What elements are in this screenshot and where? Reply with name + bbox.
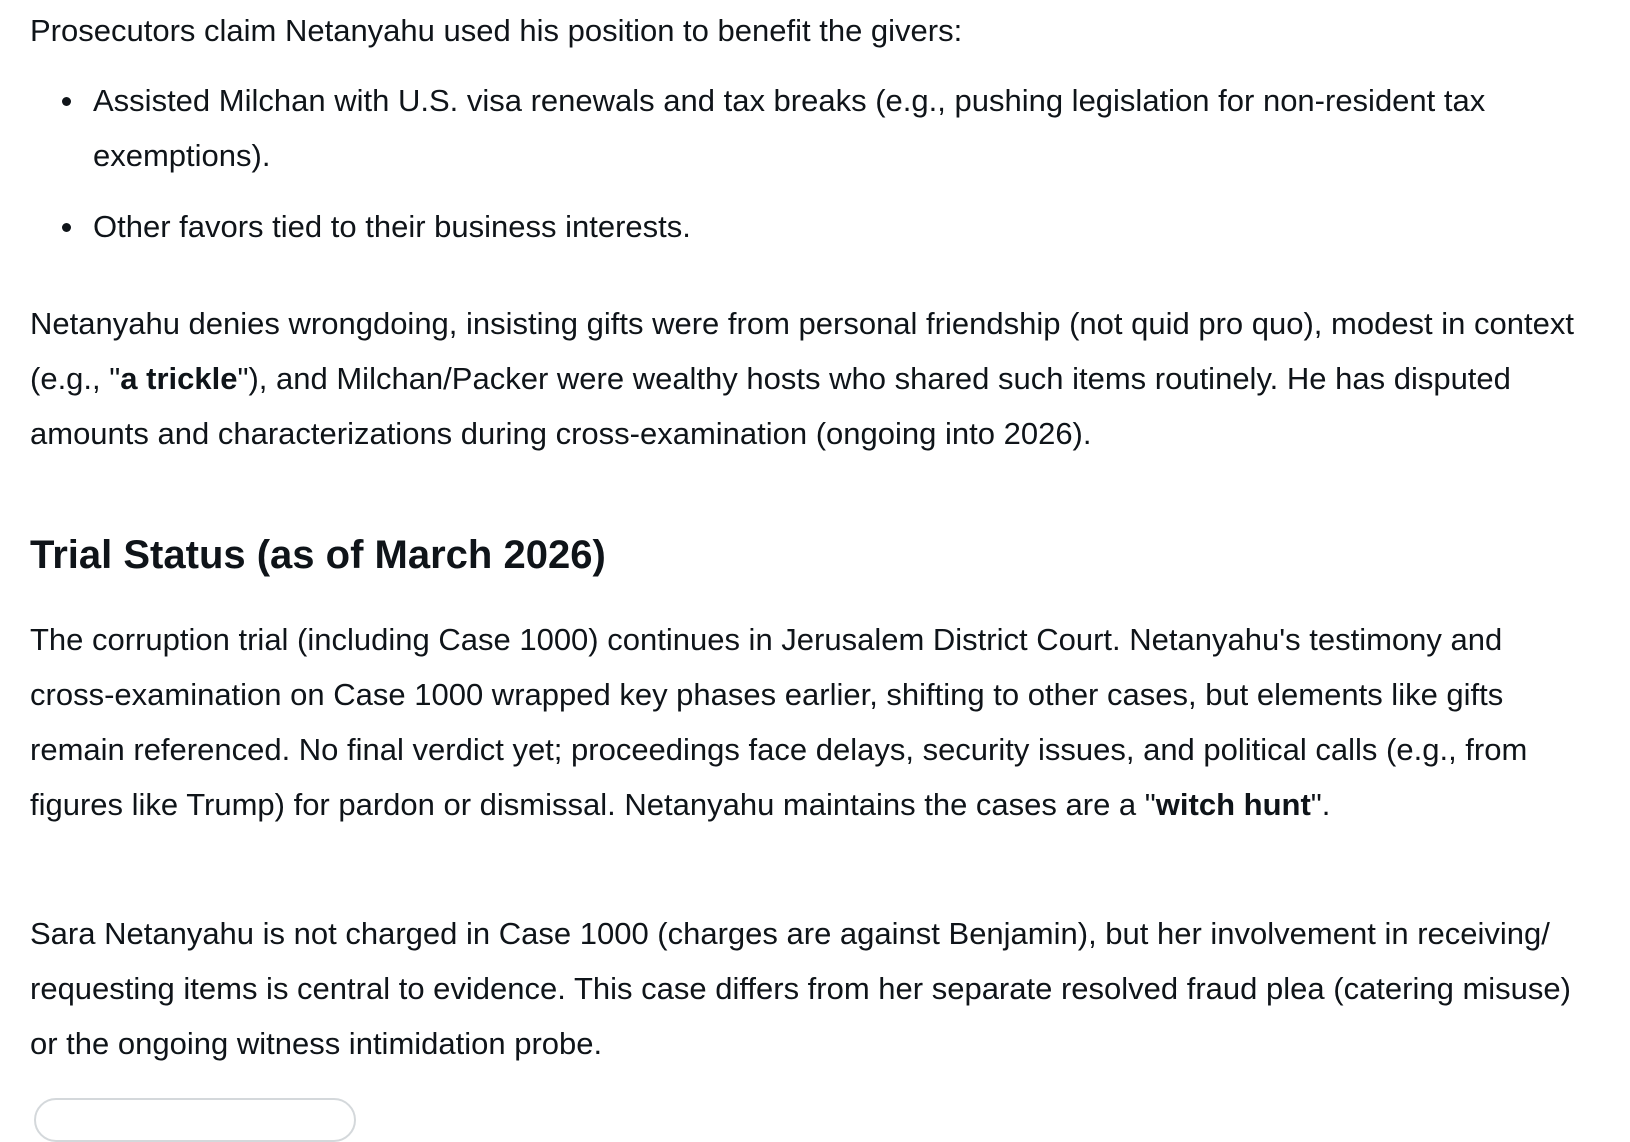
trial-status-paragraph xyxy=(30,612,1560,832)
list-item-text: Assisted Milchan with U.S. visa renewals and tax breaks (e.g., pushing legislation for non-resident tax exemptions). xyxy=(93,83,1486,173)
section-heading: Trial Status (as of March 2026) xyxy=(30,533,606,577)
trial-text-start: The corruption trial (including Case 1000) continues in Jerusalem District Court. Netanyahu's testimony and cross-examination on Case 1000 wrapped key phases earlier, shifting to other cases, but elements like gifts remain referenced. No final verdict yet; proceedings face delays, security issues, and political calls (e.g., from figures like Trump) for pardon or dismissal. Netanyahu maintains the cases are a " xyxy=(30,622,1528,822)
bullet-icon xyxy=(62,223,71,232)
denial-bold-quote: a trickle xyxy=(120,361,238,396)
trial-bold-quote: witch hunt xyxy=(1155,787,1311,822)
denial-text-start: Netanyahu denies wrongdoing, insisting gifts were from personal friendship (not quid pro quo), modest in context (e.g., " xyxy=(30,306,1574,396)
bullet-icon xyxy=(62,97,71,106)
sara-paragraph: Sara Netanyahu is not charged in Case 1000 (charges are against Benjamin), but her involvement in receiving/ requesting items is central to evidence. This case differs from her separate resolved fraud plea (catering misuse) or the ongoing witness intimidation probe. xyxy=(30,916,1571,1061)
denial-paragraph xyxy=(30,296,1600,461)
list-item xyxy=(93,199,1630,254)
list-item-text: Other favors tied to their business interests. xyxy=(93,209,691,244)
partial-action-button[interactable] xyxy=(34,1098,356,1142)
intro-paragraph: Prosecutors claim Netanyahu used his position to benefit the givers: xyxy=(30,13,963,48)
favors-list xyxy=(30,73,1630,270)
trial-text-end: ". xyxy=(1310,787,1331,822)
denial-text-end: "), and Milchan/Packer were wealthy hosts who shared such items routinely. He has disputed amounts and characterizations during cross-examination (ongoing into 2026). xyxy=(30,361,1511,451)
list-item xyxy=(93,73,1630,183)
